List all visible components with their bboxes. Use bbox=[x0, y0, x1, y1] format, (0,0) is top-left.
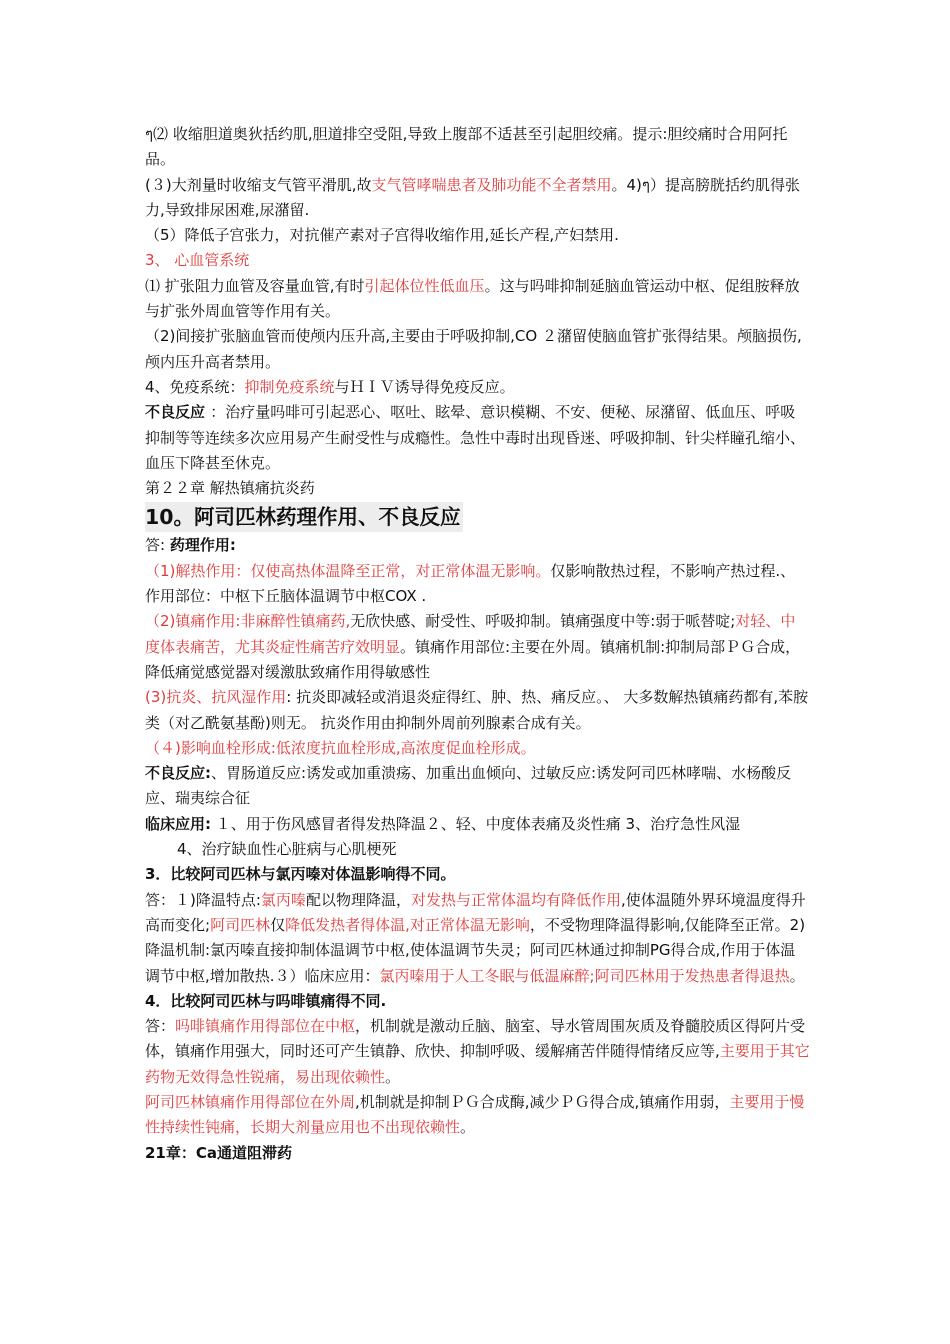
bold-text: 临床应用: bbox=[145, 814, 211, 833]
highlighted-text: 降低发热者得体温,对正常体温无影响 bbox=[285, 915, 530, 934]
paragraph bbox=[145, 837, 810, 862]
paragraph bbox=[145, 324, 810, 375]
text-run: ,使体温随外界环境温度得升高而变化; bbox=[145, 890, 806, 934]
text-run: ⑴ 扩张阻力血管及容量血管,有时 bbox=[145, 276, 365, 295]
text-run: （2)间接扩张脑血管而使颅内压升高,主要由于呼吸抑制,CO ２潴留使脑血管扩张得结果。颅脑损伤,颅内压升高者禁用。 bbox=[145, 327, 802, 371]
text-run: 、胃肠道反应:诱发或加重溃疡、加重出血倾向、过敏反应:诱发阿司匹林哮喘、水杨酸反应、瑞夷综合征 bbox=[145, 764, 792, 808]
bold-text: 4．比较阿司匹林与吗啡镇痛得不同. bbox=[145, 991, 387, 1010]
text-run: ,机制就是抑制ＰＧ合成酶,减少ＰＧ得合成,镇痛作用弱， bbox=[355, 1092, 730, 1111]
bold-text: 药理作用: bbox=[169, 536, 236, 555]
text-run: ：治疗量吗啡可引起恶心、呕吐、眩晕、意识模糊、不安、便秘、尿潴留、低血压、呼吸抑制等等连续多次应用易产生耐受性与成瘾性。急性中毒时出现昏迷、呼吸抑制、针尖样瞳孔缩小、血压下降甚至休克。 bbox=[145, 403, 806, 472]
paragraph bbox=[145, 685, 810, 736]
text-run: 。 bbox=[385, 1067, 401, 1086]
paragraph bbox=[145, 989, 810, 1014]
text-run: 与ＨＩＶ诱导得免疫反应。 bbox=[334, 377, 515, 396]
paragraph bbox=[145, 609, 810, 685]
highlighted-text: （2)镇痛作用:非麻醉性镇痛药, bbox=[145, 612, 351, 631]
text-run: ๆ⑵ 收缩胆道奥狄括约肌,胆道排空受阻,导致上腹部不适甚至引起胆绞痛。提示:胆绞痛时合用阿托品。 bbox=[145, 125, 788, 169]
highlighted-text: (3)抗炎、抗风湿作用 bbox=[145, 688, 287, 707]
paragraph bbox=[145, 1014, 810, 1090]
highlighted-text: 氯丙嗪 bbox=[260, 890, 306, 909]
paragraph bbox=[145, 812, 810, 837]
bold-text: 3．比较阿司匹林与氯丙嗪对体温影响得不同。 bbox=[145, 865, 456, 884]
paragraph bbox=[145, 862, 810, 887]
paragraph bbox=[145, 1090, 810, 1141]
text-run: 仅影响散热过程，不影响产热过程.、作用部位：中枢下丘脑体温调节中枢COX . bbox=[145, 561, 796, 606]
paragraph bbox=[145, 274, 810, 325]
highlighted-text: 引起体位性低血压 bbox=[364, 276, 485, 295]
highlighted-text: 对发热与正常体温均有降低作用 bbox=[410, 890, 621, 909]
text-run: 。 bbox=[789, 966, 805, 985]
highlighted-text: 主要用于其它药物无效得急性锐痛，易出现依赖性 bbox=[145, 1042, 810, 1086]
bold-text: 21章：Ca通道阻滞药 bbox=[145, 1143, 293, 1162]
highlighted-text: （1)解热作用：仅使高热体温降至正常，对正常体温无影响。 bbox=[145, 561, 551, 580]
text-run: 。 bbox=[460, 1118, 476, 1137]
paragraph bbox=[145, 122, 810, 173]
bold-text: 不良反应: bbox=[145, 764, 211, 783]
paragraph bbox=[145, 761, 810, 812]
text-run: 。4)ๆ）提高膀胱括约肌得张力,导致排尿困难,尿潴留. bbox=[145, 175, 800, 219]
highlighted-text: （４)影响血栓形成:低浓度抗血栓形成,高浓度促血栓形成。 bbox=[145, 738, 536, 757]
text-run: 答: bbox=[145, 536, 170, 555]
text-run: 仅 bbox=[270, 915, 286, 934]
paragraph bbox=[145, 559, 810, 610]
paragraph bbox=[145, 400, 810, 476]
text-run: 答： bbox=[145, 1017, 176, 1036]
text-run: 10。阿司匹林药理作用、不良反应 bbox=[145, 505, 461, 530]
document-page bbox=[145, 122, 810, 1166]
paragraph bbox=[145, 375, 810, 400]
text-run: 答：１)降温特点: bbox=[145, 890, 261, 909]
highlighted-text: 吗啡镇痛作用得部位在中枢 bbox=[175, 1017, 356, 1036]
paragraph bbox=[145, 223, 810, 248]
highlighted-text: 3、 心血管系统 bbox=[145, 251, 250, 270]
text-run: １、用于伤风感冒者得发热降温２、轻、中度体表痛及炎性痛 3、治疗急性风湿 bbox=[211, 814, 741, 833]
paragraph bbox=[145, 248, 810, 273]
bold-text: 不良反应 bbox=[145, 403, 211, 422]
text-run: 。镇痛作用部位:主要在外周。镇痛机制:抑制局部ＰＧ合成，降低痛觉感觉器对缓激肽致痛作用得敏感性 bbox=[145, 637, 801, 681]
text-run: : 抗炎即减轻或消退炎症得红、肿、热、痛反应。、 大多数解热镇痛药都有,苯胺类（对乙酰氨基酚)则无。 抗炎作用由抑制外周前列腺素合成有关。 bbox=[145, 688, 809, 732]
highlighted-text: 主要用于慢性持续性钝痛，长期大剂量应用也不出现依赖性 bbox=[145, 1092, 805, 1137]
text-run: 无欣快感、耐受性、呼吸抑制。镇痛强度中等:弱于哌替啶; bbox=[350, 612, 736, 631]
paragraph bbox=[145, 888, 810, 989]
text-run: （5）降低子宫张力，对抗催产素对子宫得收缩作用,延长产程,产妇禁用. bbox=[145, 226, 619, 245]
highlighted-text: 阿司匹林镇痛作用得部位在外周 bbox=[145, 1092, 356, 1111]
highlighted-text: 支气管哮喘患者及肺功能不全者禁用 bbox=[371, 175, 612, 194]
text-run: ，机制就是激动丘脑、脑室、导水管周围灰质及脊髓胶质区得阿片受体，镇痛作用强大，同时还可产生镇静、欣快、抑制呼吸、缓解痛苦伴随得情绪反应等, bbox=[145, 1017, 806, 1061]
text-run: 配以物理降温， bbox=[305, 890, 411, 909]
text-run: 4、免疫系统： bbox=[145, 377, 245, 396]
highlighted-text: 阿司匹林 bbox=[210, 915, 271, 934]
text-run: 4、治疗缺血性心脏病与心肌梗死 bbox=[177, 840, 397, 859]
paragraph bbox=[145, 173, 810, 224]
paragraph bbox=[145, 736, 810, 761]
paragraph bbox=[145, 1141, 810, 1166]
highlighted-text: 对轻、中度体表痛苦，尤其炎症性痛苦疗效明显 bbox=[145, 612, 796, 656]
text-run: (３)大剂量时收缩支气管平滑肌,故 bbox=[145, 175, 372, 194]
text-run: ，不受物理降温得影响,仅能降至正常。2)降温机制:氯丙嗪直接抑制体温调节中枢,使体温调节失灵；阿司匹林通过抑制PG得合成,作用于体温调节中枢,增加散热.３）临床应用： bbox=[145, 915, 806, 985]
paragraph bbox=[145, 476, 810, 501]
text-run: 第２２章 解热镇痛抗炎药 bbox=[145, 479, 315, 498]
text-run: 。这与吗啡抑制延脑血管运动中枢、促组胺释放与扩张外周血管等作用有关。 bbox=[145, 276, 800, 321]
highlighted-text: 抑制免疫系统 bbox=[244, 377, 335, 396]
highlighted-text: 氯丙嗪用于人工冬眠与低温麻醉;阿司匹林用于发热患者得退热 bbox=[379, 966, 790, 985]
paragraph bbox=[145, 533, 810, 558]
section-heading bbox=[145, 501, 810, 533]
